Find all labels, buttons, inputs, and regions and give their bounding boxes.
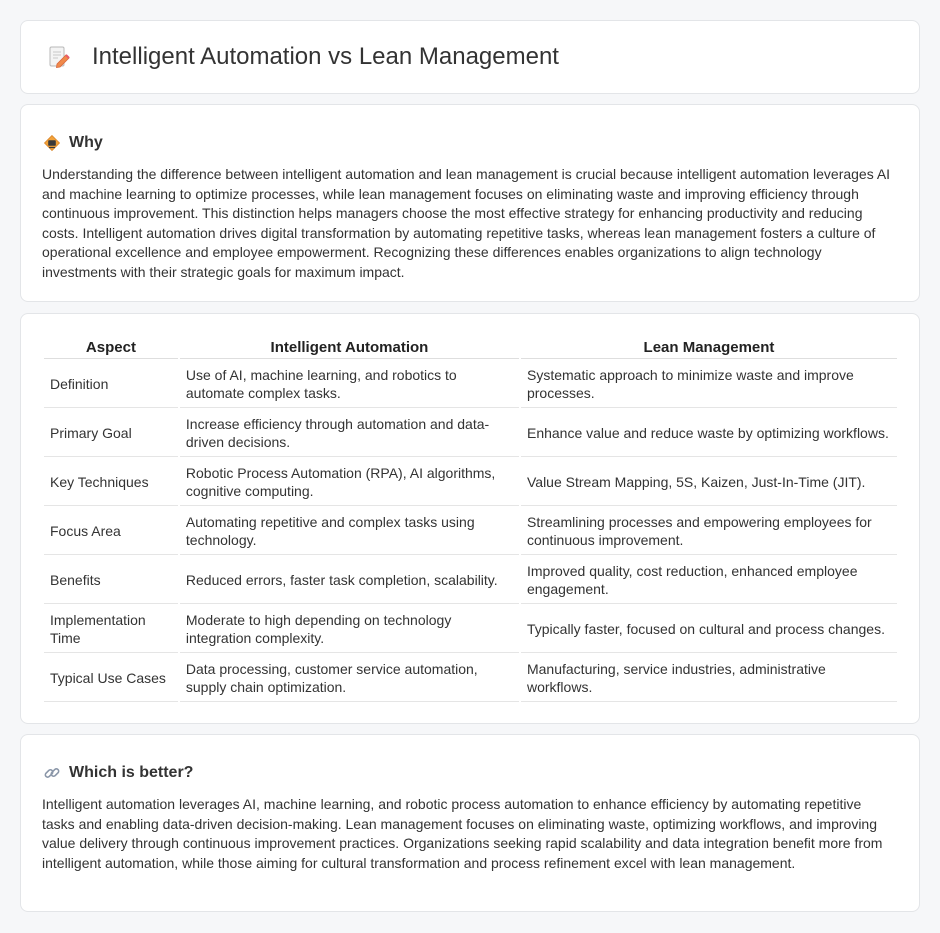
column-header-lean-management: Lean Management: [521, 337, 897, 359]
row-lean-management: Enhance value and reduce waste by optimizing workflows.: [521, 410, 897, 457]
row-lean-management: Value Stream Mapping, 5S, Kaizen, Just-In-Time (JIT).: [521, 459, 897, 506]
row-intelligent-automation: Reduced errors, faster task completion, scalability.: [180, 557, 519, 604]
table-row: [44, 410, 897, 457]
row-aspect: Typical Use Cases: [44, 655, 178, 702]
row-aspect: Benefits: [44, 557, 178, 604]
row-lean-management: Typically faster, focused on cultural and process changes.: [521, 606, 897, 653]
table-row: [44, 557, 897, 604]
row-intelligent-automation: Increase efficiency through automation and data-driven decisions.: [180, 410, 519, 457]
better-heading: Which is better?: [69, 764, 194, 781]
which-is-better-section: [20, 734, 920, 912]
row-aspect: Focus Area: [44, 508, 178, 555]
table-row: [44, 459, 897, 506]
row-aspect: Definition: [44, 361, 178, 408]
row-intelligent-automation: Data processing, customer service automation, supply chain optimization.: [180, 655, 519, 702]
page-title: Intelligent Automation vs Lean Management: [92, 43, 559, 70]
row-intelligent-automation: Robotic Process Automation (RPA), AI algorithms, cognitive computing.: [180, 459, 519, 506]
row-aspect: Implementation Time: [44, 606, 178, 653]
why-section: [20, 104, 920, 302]
title-card: [20, 20, 920, 94]
why-body: Understanding the difference between intelligent automation and lean management is crucial because intelligent automation leverages AI and machine learning to optimize processes, while lean management focuses on eliminating waste and improving efficiency through continuous improvement. This distinction helps managers choose the most effective strategy for enhancing productivity and reducing costs. Intelligent automation drives digital transformation by automating repetitive tasks, whereas lean management fosters a culture of operational excellence and employee empowerment. Recognizing these differences enables organizations to align technology investments with their strategic goals for maximum impact.: [42, 166, 891, 280]
row-lean-management: Streamlining processes and empowering employees for continuous improvement.: [521, 508, 897, 555]
header: [21, 21, 919, 93]
row-lean-management: Improved quality, cost reduction, enhanced employee engagement.: [521, 557, 897, 604]
column-header-intelligent-automation: Intelligent Automation: [180, 337, 519, 359]
table-row: [44, 361, 897, 408]
link-icon: [43, 764, 61, 782]
better-header: [21, 735, 919, 787]
warning-diamond-icon: [43, 134, 61, 152]
row-aspect: Key Techniques: [44, 459, 178, 506]
column-header-aspect: Aspect: [44, 337, 178, 359]
table-row: [44, 606, 897, 653]
better-body: Intelligent automation leverages AI, machine learning, and robotic process automation to enhance efficiency by automating repetitive tasks and enabling data-driven decision-making. Lean management focuses on eliminating waste, optimizing workflows, and improving value delivery through continuous improvement practices. Organizations seeking rapid scalability and data integration benefit more from intelligent automation, while those aiming for cultural transformation and process refinement excel with lean management.: [42, 796, 883, 871]
row-intelligent-automation: Moderate to high depending on technology integration complexity.: [180, 606, 519, 653]
row-aspect: Primary Goal: [44, 410, 178, 457]
memo-pencil-icon: [47, 45, 71, 69]
row-lean-management: Systematic approach to minimize waste and improve processes.: [521, 361, 897, 408]
row-intelligent-automation: Automating repetitive and complex tasks using technology.: [180, 508, 519, 555]
why-header: [21, 105, 919, 157]
row-lean-management: Manufacturing, service industries, administrative workflows.: [521, 655, 897, 702]
table-row: [44, 655, 897, 702]
comparison-section: [20, 313, 920, 724]
row-intelligent-automation: Use of AI, machine learning, and robotics to automate complex tasks.: [180, 361, 519, 408]
table-row: [44, 508, 897, 555]
table-header-row: [44, 337, 897, 359]
why-heading: Why: [69, 134, 103, 151]
comparison-table: [42, 335, 899, 704]
